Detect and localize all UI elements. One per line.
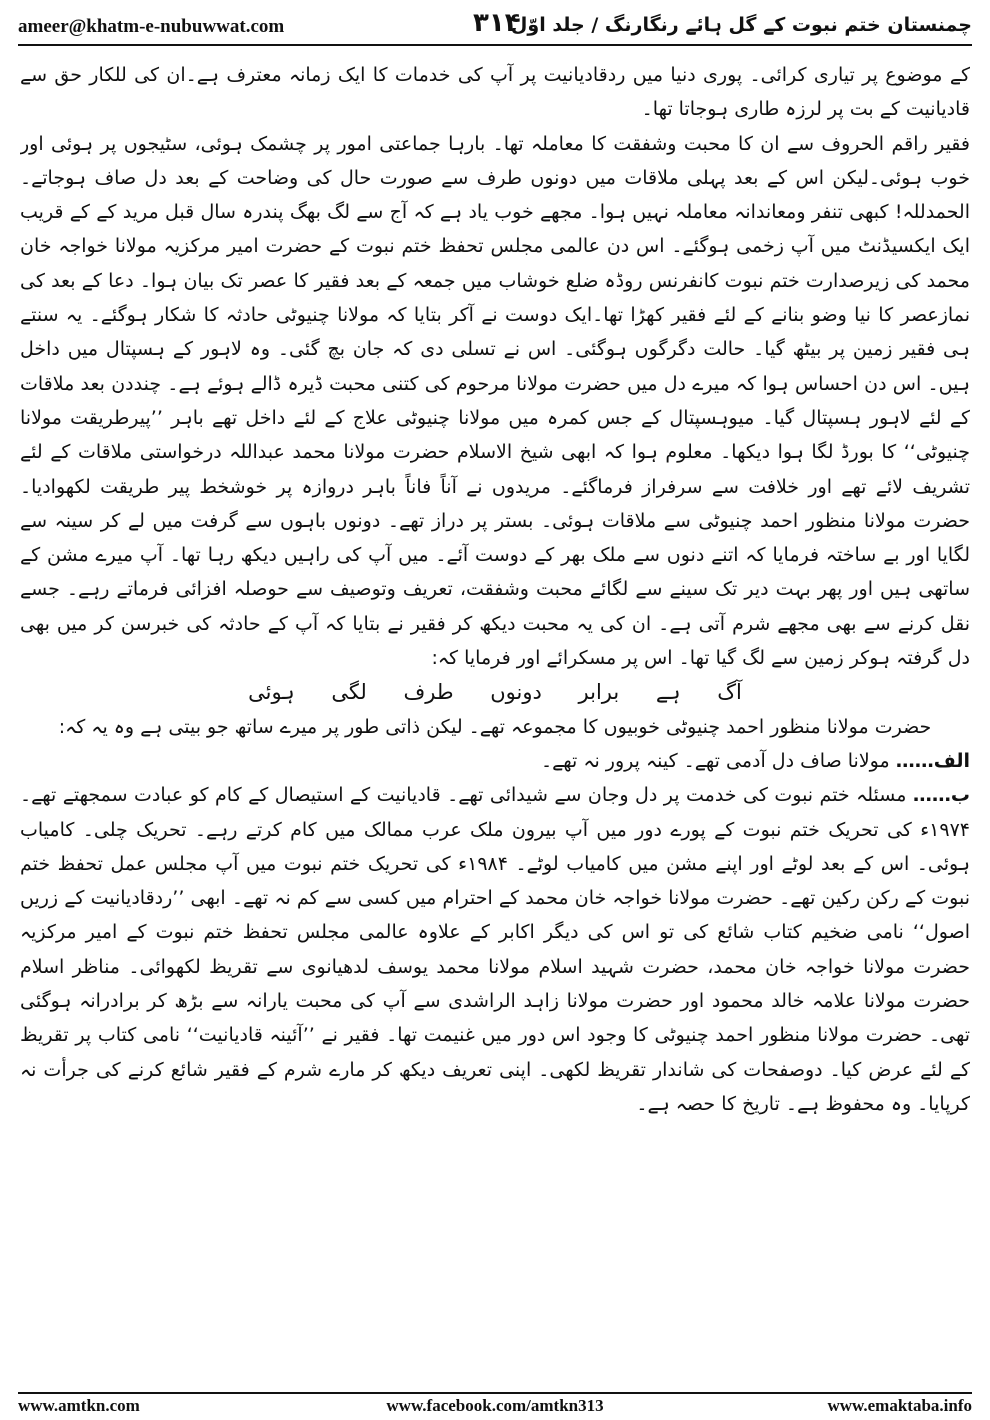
book-title: چمنستان ختم نبوت کے گل ہائے رنگارنگ / جلد اوّل: [510, 14, 972, 36]
footer-link-right[interactable]: www.emaktaba.info: [827, 1396, 972, 1415]
point-bay-text: مسئلہ ختم نبوت کی خدمت پر دل وجان سے شیدائی تھے۔ قادیانیت کے استیصال کے کام کو عبادت سمجھتے تھے۔۱۹۷۴ء کی تحریک ختم نبوت کے پورے دور میں آپ بیرون ملک عرب ممالک میں کام کرتے رہے۔ تحریک چلی۔ کامیاب ہوئی۔ اس کے بعد لوٹے اور اپنے مشن میں کامیاب لوٹے۔ ۱۹۸۴ء کی تحریک ختم نبوت میں آپ مجلس عمل تحفظ ختم نبوت کے رکن رکین تھے۔ حضرت مولانا خواجہ خان محمد کے احترام میں کسی سے کم نہ تھے۔ ابھی ’’ردقادیانیت کے زریں اصول‘‘ نامی ضخیم کتاب شائع کی تو اس کی دیگر اکابر کے علاوہ عالمی مجلس تحفظ ختم نبوت کے امیر مرکزیہ حضرت مولانا خواجہ خان محمد، حضرت شہید اسلام مولانا محمد یوسف لدھیانوی سے تقریظ لکھوائی۔ مناظر اسلام حضرت مولانا علامہ خالد محمود اور حضرت مولانا زاہد الراشدی سے آپ کی محبت یارانہ سے بڑھ کر برادرانہ ہوگئی تھی۔ حضرت مولانا منظور احمد چنیوٹی کا وجود اس دور میں غنیمت تھا۔ فقیر نے ’’آئینہ قادیانیت‘‘ نامی کتاب پر تقریظ کے لئے عرض کیا۔ دوصفحات کی شاندار تقریظ لکھی۔ اپنی تعریف دیکھ کر مارے شرم کے فقیر شائع کرنے کی جرأت نہ کرپایا۔ وہ محفوظ ہے۔ تاریخ کا حصہ ہے۔: [20, 784, 970, 1115]
paragraph-1: کے موضوع پر تیاری کرائی۔ پوری دنیا میں ردقادیانیت پر آپ کی خدمات کا ایک زمانہ معترف ہے۔ان کی للکار حق سے قادیانیت کے بت پر لرزہ طاری ہوجاتا تھا۔: [20, 64, 970, 121]
footer-link-left[interactable]: www.amtkn.com: [18, 1396, 140, 1415]
header-divider: [18, 44, 972, 46]
paragraph-3: حضرت مولانا منظور احمد چنیوٹی خوبیوں کا مجموعہ تھے۔ لیکن ذاتی طور پر میرے ساتھ جو بیتی ہے وہ یہ کہ:: [58, 715, 932, 738]
footer-link-center[interactable]: www.facebook.com/amtkn313: [386, 1396, 604, 1415]
point-bay-label: ب……: [912, 784, 970, 807]
point-alif: [20, 744, 970, 778]
poetry-couplet: آگ ہے برابر دونوں طرف لگی ہوئی: [248, 680, 742, 705]
footer-divider: [18, 1392, 972, 1394]
page-number: ۳۱۴: [473, 8, 521, 38]
page-body: [20, 58, 970, 1378]
page-footer: [18, 1396, 972, 1418]
header-email: ameer@khatm-e-nubuwwat.com: [18, 16, 285, 37]
page-header: [18, 8, 972, 48]
point-alif-label: الف……: [895, 749, 970, 772]
paragraph-2: فقیر راقم الحروف سے ان کا محبت وشفقت کا معاملہ تھا۔ بارہا جماعتی امور پر چشمک ہوئی، سٹیجوں پر ہوئی اور خوب ہوئی۔لیکن اس کے بعد پہلی ملاقات میں دونوں طرف سے صورت حال کی وضاحت کے بعد دل صاف ہوجاتے۔ الحمدللہ! کبھی تنفر ومعاندانہ معاملہ نہیں ہوا۔ مجھے خوب یاد ہے کہ آج سے لگ بھگ پندرہ سال قبل مرید کے کے قریب ایک ایکسیڈنٹ میں آپ زخمی ہوگئے۔ اس دن عالمی مجلس تحفظ ختم نبوت کے حضرت امیر مرکزیہ مولانا خواجہ خان محمد کی زیرصدارت ختم نبوت کانفرنس روڈہ ضلع خوشاب میں جمعہ کے بعد فقیر کا عصر تک بیان ہوا۔ دعا کے بعد کی نمازعصر کا نیا وضو بنانے کے لئے فقیر کھڑا تھا۔ایک دوست نے آکر بتایا کہ مولانا چنیوٹی حادثہ کا شکار ہوگئے۔ یہ سنتے ہی فقیر زمین پر بیٹھ گیا۔ حالت دگرگوں ہوگئی۔ اس نے تسلی دی کہ جان بچ گئی۔ وہ لاہور کے ہسپتال میں داخل ہیں۔ اس دن احساس ہوا کہ میرے دل میں حضرت مولانا مرحوم کی کتنی محبت ڈیرہ ڈالے ہوئے ہے۔ چنددن بعد ملاقات کے لئے لاہور ہسپتال گیا۔ میوہسپتال کے جس کمرہ میں مولانا چنیوٹی علاج کے لئے داخل تھے باہر ’’پیرطریقت مولانا چنیوٹی‘‘ کا بورڈ لگا ہوا دیکھا۔ معلوم ہوا کہ ابھی شیخ الاسلام حضرت مولانا محمد عبداللہ درخواستی ملاقات کے لئے تشریف لائے تھے اور خلافت سے سرفراز فرماگئے۔ مریدوں نے آناً فاناً باہر دروازہ پر خوشخط پیر طریقت لکھوادیا۔ حضرت مولانا منظور احمد چنیوٹی سے ملاقات ہوئی۔ بستر پر دراز تھے۔ دونوں باہوں سے گرفت میں لے کر سینہ سے لگایا اور بے ساختہ فرمایا کہ اتنے دنوں سے ملک بھر کے دوست آئے۔ میں آپ کی راہیں دیکھ رہا تھا۔ آپ میرے مشن کے ساتھی ہیں اور پھر بہت دیر تک سینے سے لگائے محبت وشفقت، تعریف وتوصیف سے حوصلہ افزائی فرماتے رہے۔ جسے نقل کرنے سے بھی مجھے شرم آتی ہے۔ ان کی یہ محبت دیکھ کر فقیر نے بتایا کہ آپ کے حادثہ کی خبرسن کر میں بھی دل گرفتہ ہوکر زمین سے لگ گیا تھا۔ اس پر مسکرائے اور فرمایا کہ:: [20, 132, 970, 670]
point-bay: [20, 778, 970, 1121]
point-alif-text: مولانا صاف دل آدمی تھے۔ کینہ پرور نہ تھے۔: [541, 749, 890, 772]
